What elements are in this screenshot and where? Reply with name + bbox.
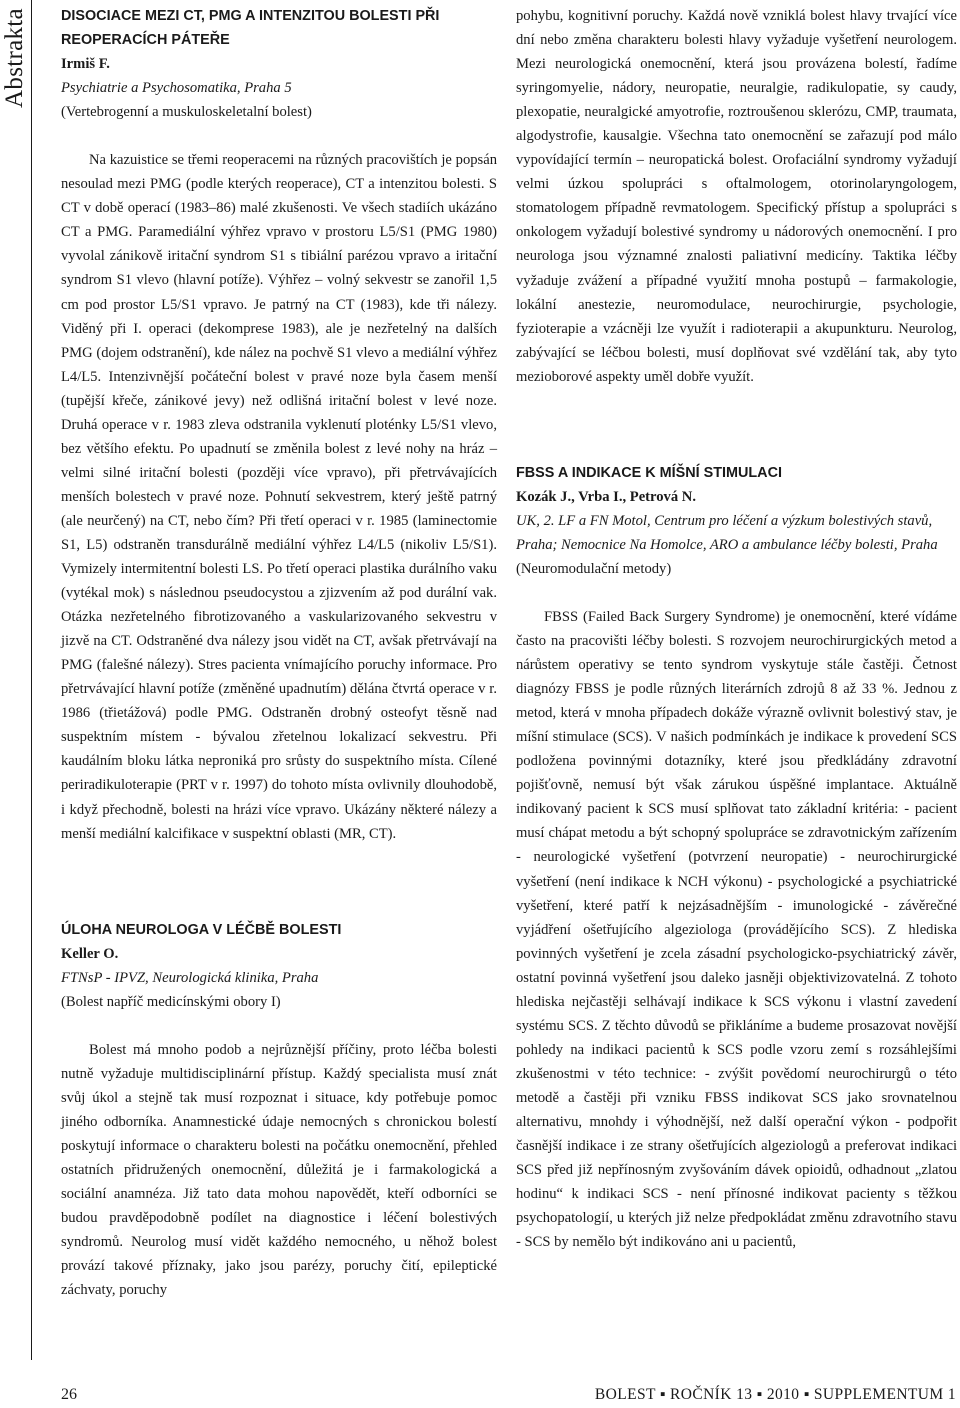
abstract-topic: (Neuromodulační metody) <box>516 560 672 577</box>
abstract-title: FBSS A INDIKACE K MÍŠNÍ STIMULACI <box>516 464 782 481</box>
section-side-tab <box>0 0 32 1360</box>
abstract-title: ÚLOHA NEUROLOGA V LÉČBĚ BOLESTI <box>61 921 342 938</box>
abstract-authors: Irmiš F. <box>61 56 110 73</box>
abstract-body-part1: Bolest má mnoho podob a nejrůznější příčiny, proto léčba bolesti nutně vyžaduje multidisciplinární přístup. Každý specialista musí znát svůj úkol a stejně tak musí rozpoznat i situace, kdy potřebuje pomoc jiného odborníka. Anamnestické údaje nemocných s chronickou bolestí poskytují informace o charakteru bolesti na počátku onemocnění, přehled ostatních přidružených onemocnění, důležitá je i farmakologická a sociální anamnéza. Již tato data mohou napovědět, kteří odborníci se budou pravděpodobně podílet na diagnostice i léčení bolestivých syndromů. Neurolog musí vidět každého nemocného, u něhož bolest provází takové příznaky, jako jsou parézy, poruchy čití, epileptické záchvaty, poruchy <box>61 1041 497 1299</box>
abstract-title: DISOCIACE MEZI CT, PMG A INTENZITOU BOLESTI PŘI REOPERACÍCH PÁTEŘE <box>61 8 440 49</box>
right-column <box>516 4 957 1254</box>
abstract-affiliation: Psychiatrie a Psychosomatika, Praha 5 <box>61 80 292 97</box>
abstract-body: FBSS (Failed Back Surgery Syndrome) je onemocnění, které vídáme často na pracovišti léčby bolesti. S rozvojem neurochirurgických metod a nárůstem operativy se tento syndrom vyskytuje stále častěji. Četnost diagnózy FBSS je podle různých literárních zdrojů 8 až 33 %. Jednou z metod, která v mnoha případech dokáže výrazně ovlivnit bolestivý stav, je míšní stimulace (SCS). V našich podmínkách je indikace k provedení SCS podložena povinnými dotazníky, které jsou předkládány zdravotní pojišťovně, nemusí být však zárukou úspěšné implantace. Aktuálně indikovaný pacient k SCS musí splňovat tato základní kritéria: - pacient musí chápat metodu a být schopný spolupráce se zdravotnickým zařízením - neurologické vyšetření (potvrzení neuropatie) - neurochirurgické vyšetření (není indikace k NCH výkonu) - psychologické a psychiatrické vyšetření, které patří k nejzásadnějším - imunologické - závěrečné vyjádření ošetřujícího algeziologa (provádějícího SCS). Z hlediska povinných vyšetření je zcela zásadní psychologicko-psychiatrický závěr, ostatní povinná vyšetření jsou daleko jasněji objektivizovatelná. Z tohoto hlediska nejčastěji selhávají indikace k SCS výkonu i vlastní zavedení systému SCS. Z těchto důvodů se přikláníme a budeme prosazovat novější pohledy na indikaci pacientů k SCS podle vzoru zemí s rozsáhlejšími zkušenostmi v této technice: - zvýšit povědomí neurochirurgů o této metodě a častěji při vzniku FBSS indikovat SCS jako srovnatelnou alternativu, mnohdy i výhodnější, než další operační výkon - podpořit časnější indikace i ze strany ošetřujících algeziologů a preferovat indikaci SCS před již nepřínosným zvyšováním dávek opioidů, odhadnout „zlatou hodinu“ k indikaci SCS - není přínosné indikovat pacienty s těžkou psychopatologií, u kterých již nelze předpokládat změnu zdravotního stavu - SCS by nemělo být indikováno ani u pacientů, <box>516 608 957 1251</box>
abstract-fbss <box>516 461 957 1255</box>
abstract-topic: (Bolest napříč medicínskými obory I) <box>61 993 281 1010</box>
abstract-affiliation: FTNsP - IPVZ, Neurologická klinika, Praha <box>61 969 319 986</box>
abstract-topic: (Vertebrogenní a muskuloskeletalní bolest) <box>61 104 312 121</box>
abstract-body-part2: pohybu, kognitivní poruchy. Každá nově vzniklá bolest hlavy trvající více dní nebo změna charakteru bolesti hlavy vyžaduje vyšetření neurologem. Mezi neurologická onemocnění, která jsou provázena bolestí, řadíme syringomyelie, nádory, neuropatie, neuralgie, radikulopatie, sy caudy, plexopatie, neuralgické amyotrofie, roztroušenou sklerózu, CMP, traumata, algodystrofie, kausalgie. Všechna tato onemocnění se zařazují pod málo vypovídající termín – neuropatická bolest. Orofaciální syndromy vyžadují velmi úzkou spolupráci s oftalmologem, otorinolaryngologem, stomatologem případně revmatologem. Specifický přístup a spolupráci s onkologem vyžadují bolestivé syndromy u nádorových onemocnění. I pro neurologa jsou významné znalosti paliativní medicíny. Taktika léčby vyžaduje zvážení a případné využití mnoha postupů – farmakologie, lokální anestezie, neuromodulace, neurochirurgie, psychologie, fyzioterapie a vzácněji lze využít i radioterapii a akupunkturu. Neurolog, zabývající se léčbou bolesti, musí doplňovat své vzdělání tak, aby tyto mezioborové aspekty uměl dobře využít. <box>516 8 957 385</box>
abstract-uloha-neurologa <box>61 918 497 1303</box>
abstract-affiliation: UK, 2. LF a FN Motol, Centrum pro léčení a výzkum bolestivých stavů, Praha; Nemocnice Na Homolce, ARO a ambulance léčby bolesti, Praha <box>516 512 938 553</box>
journal-footer: BOLEST ▪ ROČNÍK 13 ▪ 2010 ▪ SUPPLEMENTUM 1 <box>594 1386 956 1403</box>
abstract-authors: Kozák J., Vrba I., Petrová N. <box>516 488 696 505</box>
left-column <box>61 4 497 1302</box>
page-number: 26 <box>61 1386 77 1403</box>
abstract-authors: Keller O. <box>61 945 119 962</box>
abstract-body: Na kazuistice se třemi reoperacemi na různých pracovištích je popsán nesoulad mezi PMG (podle kterých reoperace), CT a intenzitou bolesti. S CT v době operací (1983–86) malé zkušenosti. Ve všech stadiích ukázáno CT a PMG. Paramediální výhřez vpravo v prostoru L5/S1 (PMG 1980) vyvolal zánikově iritační syndrom S1 s tibiální parézou vpravo a iritační syndrom S1 vlevo (hlavní potíže). Výhřez – volný sekvestr se zanořil 1,5 cm pod prostor L5/S1 vpravo. Je patrný na CT (1983), kde tři nálezy. Viděný při I. operaci (dekomprese 1983), ale je nezřetelný na dalších PMG (dojem odstranění), kde nález na pochvě S1 vlevo a mediální výhřez L4/L5. Intenzivnější počáteční bolest v pravé noze byla časem menší (tupější křeče, zánikové jevy) než odlišná iritační bolest v levé noze. Druhá operace v r. 1983 zleva odstranila vyklenutí ploténky L5/S1 vlevo, bez většího efektu. Po upadnutí se změnila bolest z levé nohy na hráz – velmi silné iritační bolesti (později více vpravo), při přetrvávajících menších bolestech v pravé noze. Pohnutí sekvestrem, který ještě patrný (ale neurčený) na CT, nebo čím? Při třetí operaci v r. 1985 (laminectomie S1, L5) odstraněn transdurálně mediální výhřez L4/L5 (nikoliv L5/S1). Vymizely intermitentní bolesti LS. Po třetí operaci plastika durálního vaku (vytékal mok) s následnou pseudocystou a zjizvením až pod durální vak. Otázka nezřetelného fibrotizovaného a vaskularizovaného sekvestru v jizvě na CT. Odstraněné dva nálezy jsou vidět na CT, avšak přetrvávají na PMG (falešné nálezy). Stres pacienta vnímajícího poruchy informace. Pro přetrvávající hlavní potíže (změněné upadnutím) dělána čtvrtá operace v r. 1986 (třietážová) podle PMG. Odstraněn drobný osteofyt těsně nad suspektním místem - bývalou zřetelnou lokalizací sekvestru. Při kaudálním bloku látka neproniká pro srůsty do suspektního místa. Cílené periradikuloterapie (PRT v r. 1997) do tohoto místa ovlivnily dlouhodobě, i když přechodně, bolesti na hrázi více vpravo. Ukázány některé nálezy a menší mediální kalcifikace v suspektní oblasti (MR, CT). <box>61 152 497 842</box>
abstract-disociace <box>61 4 497 846</box>
section-tab-label: Abstrakta <box>1 8 28 108</box>
